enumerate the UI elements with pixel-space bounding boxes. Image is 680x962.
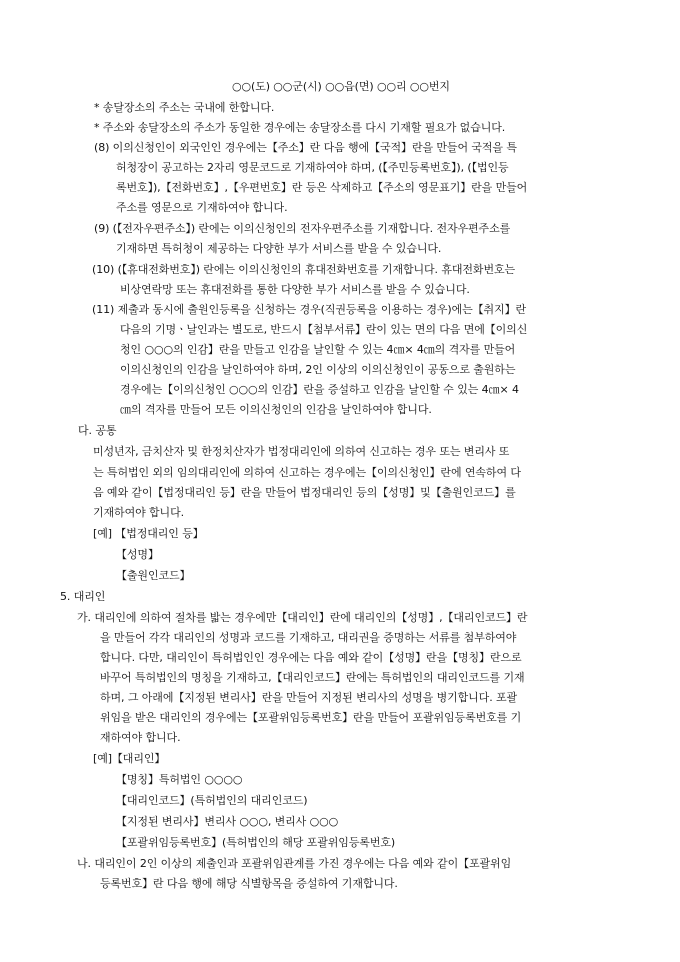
- example-field: 【대리인코드】(특허법인의 대리인코드): [116, 794, 308, 807]
- item-na-line: 나. 대리인이 2인 이상의 제출인과 포괄위임관계를 가진 경우에는 다음 예와 같이【포괄위임: [77, 857, 512, 870]
- chapter-heading: 5. 대리인: [60, 590, 106, 603]
- item-9-line: 기재하면 특허청이 제공하는 다양한 부가 서비스를 받을 수 있습니다.: [116, 242, 442, 255]
- item-ga-line: 재하여야 합니다.: [100, 731, 181, 744]
- item-11-line: (11) 제출과 동시에 출원인등록을 신청하는 경우(직권등록을 이용하는 경우)에는【취지】란: [92, 303, 527, 316]
- example-field: 【출원인코드】: [116, 569, 191, 582]
- common-paragraph-line: 음 예와 같이【법정대리인 등】란을 만들어 법정대리인 등의【성명】및【출원인코드】를: [93, 486, 516, 499]
- item-10-line: 비상연락망 또는 휴대전화를 통한 다양한 부가 서비스를 받을 수 있습니다.: [120, 283, 470, 296]
- example-field: 【포괄위임등록번호】(특허법인의 해당 포괄위임등록번호): [116, 836, 396, 849]
- common-paragraph-line: 기재하여야 합니다.: [93, 506, 185, 519]
- item-9-line: (9) (【전자우편주소】) 란에는 이의신청인의 전자우편주소를 기재합니다. 전자우편주소를: [94, 222, 511, 235]
- item-ga-line: 합니다. 다만, 대리인이 특허법인인 경우에는 다음 예와 같이【성명】란을【명칭】란으로: [100, 651, 522, 664]
- item-ga-line: 가. 대리인에 의하여 절차를 밟는 경우에만【대리인】란에 대리인의【성명】,【대리인코드】란: [77, 611, 528, 624]
- item-ga-line: 하며, 그 아래에【지정된 변리사】란을 만들어 지정된 변리사의 성명을 병기합니다. 포괄: [100, 691, 518, 704]
- item-11-line: ㎝의 격자를 만들어 모든 이의신청인의 인감을 날인하여야 합니다.: [120, 403, 432, 416]
- note-line: * 주소와 송달장소의 주소가 동일한 경우에는 송달장소를 다시 기재할 필요가 없습니다.: [94, 121, 506, 134]
- item-11-line: 다음의 기명ㆍ날인과는 별도로, 반드시【첨부서류】란이 있는 면의 다음 면에【이의신: [120, 323, 528, 336]
- note-line: * 송달장소의 주소는 국내에 한합니다.: [94, 101, 275, 114]
- example-field: 【지정된 변리사】변리사 ○○○, 변리사 ○○○: [116, 815, 339, 828]
- item-ga-line: 위임을 받은 대리인의 경우에는【포괄위임등록번호】란을 만들어 포괄위임등록번호를 기: [100, 711, 522, 724]
- item-8-line: 주소를 영문으로 기재하여야 합니다.: [116, 201, 288, 214]
- common-paragraph-line: 미성년자, 금치산자 및 한정치산자가 법정대리인에 의하여 신고하는 경우 또는 변리사 또: [93, 445, 510, 458]
- item-na-line: 등록번호】란 다음 행에 해당 식별항목을 증설하여 기재합니다.: [100, 877, 398, 890]
- example-field: 【성명】: [116, 548, 159, 561]
- common-paragraph-line: 는 특허법인 외의 임의대리인에 의하여 신고하는 경우에는【이의신청인】란에 연속하여 다: [93, 466, 521, 479]
- item-11-line: 경우에는【이의신청인 ○○○의 인감】란을 증설하고 인감을 날인할 수 있는 4㎝× 4: [120, 383, 519, 396]
- item-ga-line: 을 만들어 각각 대리인의 성명과 코드를 기재하고, 대리권을 증명하는 서류를 첨부하여야: [100, 631, 517, 644]
- example-label: [예] 【법정대리인 등】: [93, 527, 204, 540]
- item-8-line: (8) 이의신청인이 외국인인 경우에는【주소】란 다음 행에【국적】란을 만들어 국적을 특: [94, 141, 517, 154]
- item-11-line: 청인 ○○○의 인감】란을 만들고 인감을 날인할 수 있는 4㎝× 4㎝의 격자를 만들어: [120, 343, 516, 356]
- section-heading: 다. 공통: [78, 424, 117, 437]
- address-example: ○○(도) ○○군(시) ○○읍(면) ○○리 ○○번지: [232, 80, 450, 93]
- example-field: 【명칭】특허법인 ○○○○: [116, 773, 243, 786]
- item-10-line: (10) (【휴대전화번호】) 란에는 이의신청인의 휴대전화번호를 기재합니다. 휴대전화번호는: [92, 263, 516, 276]
- item-11-line: 이의신청인의 인감을 날인하여야 하며, 2인 이상의 이의신청인이 공동으로 출원하는: [120, 363, 516, 376]
- example-label: [예]【대리인】: [93, 752, 166, 765]
- item-ga-line: 바꾸어 특허법인의 명칭을 기재하고,【대리인코드】란에는 특허법인의 대리인코드를 기재: [100, 671, 525, 684]
- item-8-line: 록번호】),【전화번호】,【우편번호】란 등은 삭제하고【주소의 영문표기】란을 만들어: [116, 181, 528, 194]
- item-8-line: 허청장이 공고하는 2자리 영문코드로 기재하여야 하며, (【주민등록번호】), (【법인등: [116, 161, 509, 174]
